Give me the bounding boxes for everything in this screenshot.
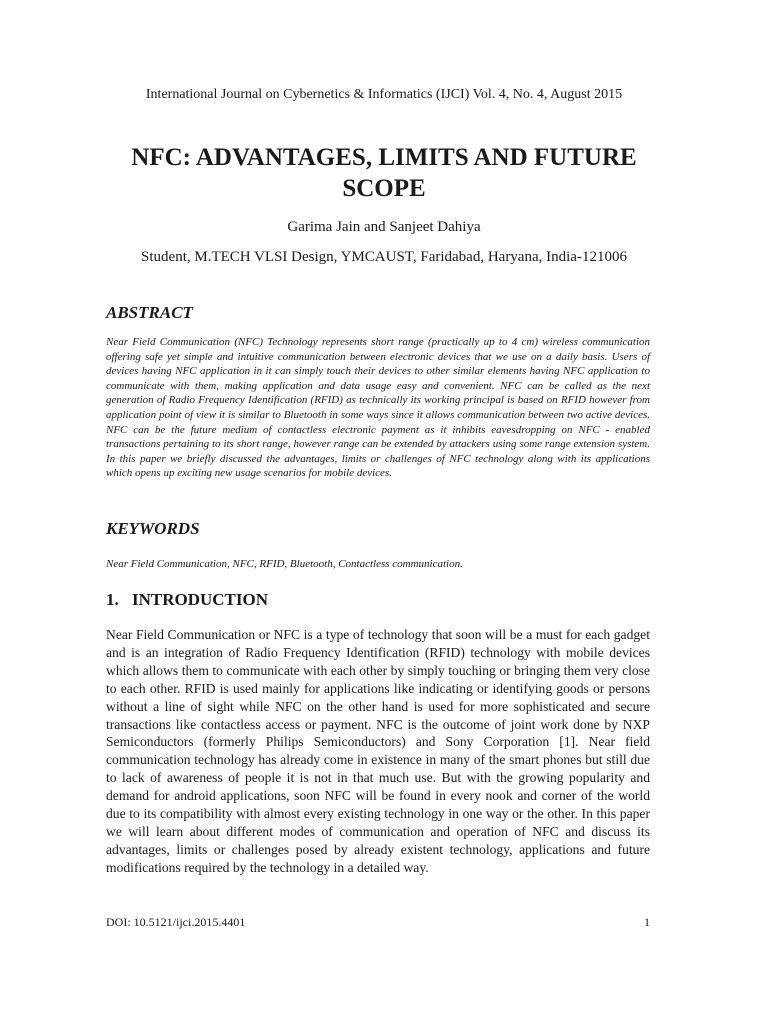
author-affiliation: Student, M.TECH VLSI Design, YMCAUST, Faridabad, Haryana, India-121006 [141, 249, 627, 265]
introduction-heading [106, 589, 268, 610]
running-header: International Journal on Cybernetics & Informatics (IJCI) Vol. 4, No. 4, August 2015 [145, 87, 623, 102]
keywords-text: Near Field Communication, NFC, RFID, Bluetooth, Contactless communication. [106, 558, 463, 570]
abstract-heading: ABSTRACT [106, 303, 193, 322]
paper-authors: Garima Jain and Sanjeet Dahiya [287, 219, 481, 235]
abstract-text: Near Field Communication (NFC) Technology represents short range (practically up to 4 cm) wireless communication offering safe yet simple and intuitive communication between electronic devices that we use on a daily basis. Users of devices having NFC application in it can simply touch their devices to other similar elements having NFC application to communicate with them, making application and data usage easy and convenient. NFC can be called as the next generation of Radio Frequency Identification (RFID) as technically its working principal is based on RFID however from application point of view it is similar to Bluetooth in some ways since it allows communication between two active devices. NFC can be the future medium of contactless electronic payment as it inhibits eavesdropping on NFC - enabled transactions pertaining to its short range, however range can be extended by attackers using some range extension system. In this paper we briefly discussed the advantages, limits or challenges of NFC technology along with its applications which opens up exciting new usage scenarios for mobile devices. [106, 336, 650, 480]
keywords-heading: KEYWORDS [106, 519, 200, 538]
introduction-text: Near Field Communication or NFC is a type of technology that soon will be a must for each gadget and is an integration of Radio Frequency Identification (RFID) technology with mobile devices which allows them to communicate with each other by simply touching or bringing them very close to each other. RFID is used mainly for applications like indicating or identifying goods or persons without a line of sight while NFC on the other hand is used for more sophisticated and secure transactions like contactless access or payment. NFC is the outcome of joint work done by NXP Semiconductors (formerly Philips Semiconductors) and Sony Corporation [1]. Near field communication technology has already come in existence in many of the smart phones but still due to lack of awareness of people it is not in that much use. But with the growing popularity and demand for android applications, soon NFC will be found in every nook and corner of the world due to its compatibility with almost every existing technology in one way or the other. In this paper we will learn about different modes of communication and operation of NFC and discuss its advantages, limits or challenges posed by already existent technology, applications and future modifications required by the technology in a detailed way. [106, 627, 650, 875]
paper-title: NFC: ADVANTAGES, LIMITS AND FUTURE SCOPE [131, 144, 637, 202]
section-title: INTRODUCTION [132, 590, 269, 609]
doi-footer: DOI: 10.5121/ijci.2015.4401 [106, 915, 246, 929]
section-number: 1. [106, 590, 119, 609]
page-number: 1 [644, 915, 650, 929]
